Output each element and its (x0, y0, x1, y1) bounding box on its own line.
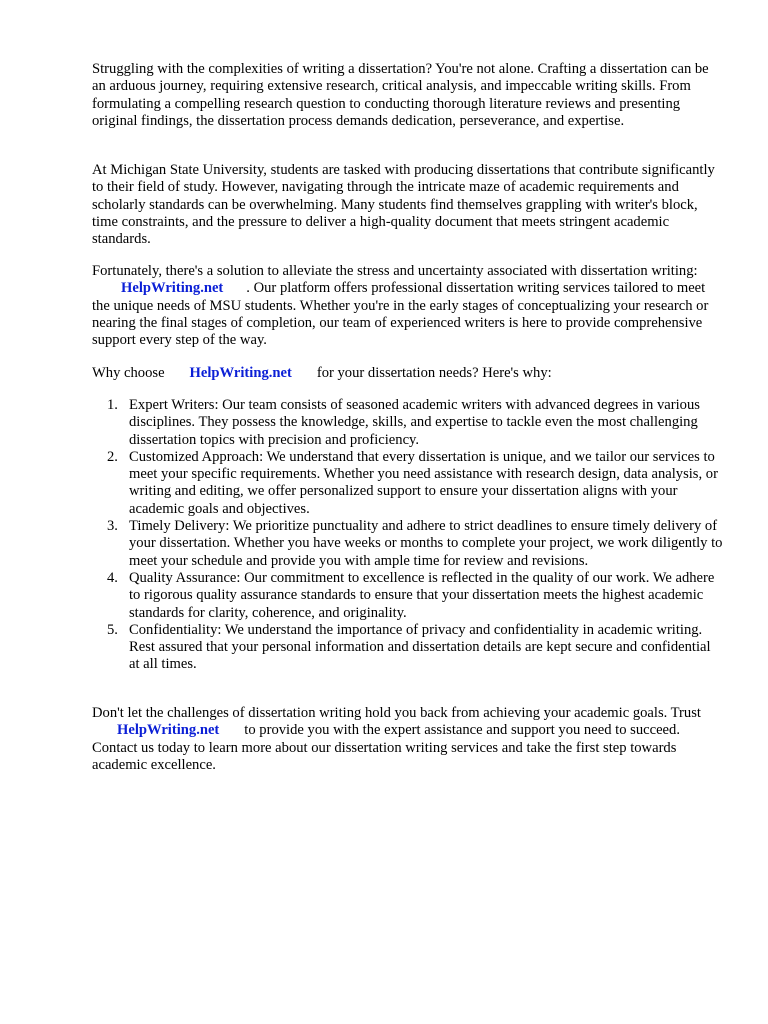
list-item-number: 5. (107, 621, 118, 638)
list-item-number: 3. (107, 518, 118, 535)
helpwriting-link-3[interactable]: HelpWriting.net (117, 722, 220, 739)
closing-paragraph (92, 705, 724, 774)
list-item-number: 1. (107, 397, 118, 413)
list-item-number: 4. (107, 569, 118, 586)
closing-text-before: Don't let the challenges of dissertation writing hold you back from achieving your academic goals. Trust (92, 705, 701, 721)
helpwriting-link-1[interactable]: HelpWriting.net (121, 280, 224, 297)
list-item-text: Expert Writers: Our team consists of seasoned academic writers with advanced degrees in various disciplines. They possess the knowledge, skills, and expertise to tackle even the most challenging dissertation topics with precision and proficiency. (129, 397, 700, 448)
list-item (92, 449, 724, 518)
why-text-after: for your dissertation needs? Here's why: (316, 365, 552, 381)
solution-paragraph (92, 263, 724, 349)
list-item (92, 570, 724, 622)
list-item-number: 2. (107, 448, 118, 465)
list-item-text: Quality Assurance: Our commitment to excellence is reflected in the quality of our work. We adhere to rigorous quality assurance standards to ensure that your dissertation meets the highest academic standards for clarity, coherence, and originality. (129, 569, 715, 621)
solution-text-before: Fortunately, there's a solution to alleviate the stress and uncertainty associated with dissertation writing: (92, 263, 698, 279)
intro-paragraph: Struggling with the complexities of writing a dissertation? You're not alone. Crafting a dissertation can be an arduous journey, requiring extensive research, critical analysis, and impeccable writing skills. From formulating a compelling research question to conducting thorough literature reviews and presenting original findings, the dissertation process demands dedication, perseverance, and expertise. (92, 61, 709, 129)
why-text-before: Why choose (92, 365, 165, 381)
list-item (92, 518, 724, 570)
helpwriting-link-2[interactable]: HelpWriting.net (189, 365, 292, 381)
list-item-text: Customized Approach: We understand that every dissertation is unique, and we tailor our services to meet your specific requirements. Whether you need assistance with research design, data analysis, or writing and editing, we offer personalized support to ensure your dissertation aligns with your academic goals and objectives. (129, 448, 718, 517)
closing-text-after: to provide you with the expert assistance and support you need to succeed. Contact us today to learn more about our dissertation writing services and take the first step towards academic excellence. (92, 722, 680, 773)
why-choose-line (92, 365, 724, 382)
solution-text-after: . Our platform offers professional dissertation writing services tailored to meet the unique needs of MSU students. Whether you're in the early stages of conceptualizing your research or nearing the final stages of completion, our team of experienced writers is here to provide comprehensive support every step of the way. (92, 280, 709, 349)
msu-paragraph: At Michigan State University, students are tasked with producing dissertations that contribute significantly to their field of study. However, navigating through the intricate maze of academic requirements and scholarly standards can be overwhelming. Many students find themselves grappling with writer's block, time constraints, and the pressure to deliver a high-quality document that meets stringent academic standards. (92, 162, 715, 248)
list-item-text: Timely Delivery: We prioritize punctuality and adhere to strict deadlines to ensure timely delivery of your dissertation. Whether you have weeks or months to complete your project, we work diligently to meet your schedule and provide you with ample time for review and revisions. (129, 518, 723, 569)
list-item (92, 397, 724, 449)
reasons-list (92, 397, 724, 674)
list-item-text: Confidentiality: We understand the importance of privacy and confidentiality in academic writing. Rest assured that your personal information and dissertation details are kept secure and confidential at all times. (129, 621, 711, 673)
list-item (92, 622, 724, 674)
